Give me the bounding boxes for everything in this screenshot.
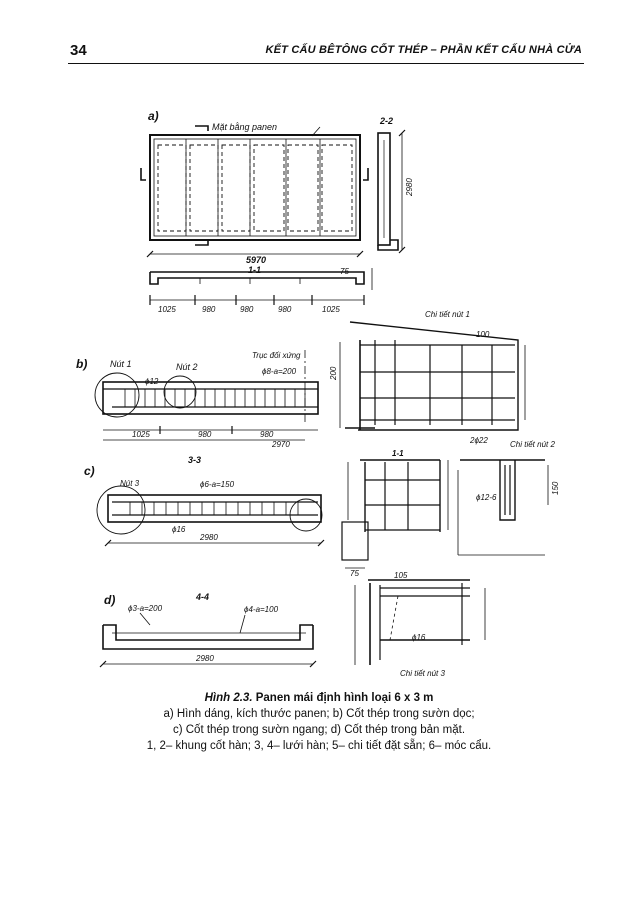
detail-dim-100: 100 <box>476 330 490 339</box>
nut-1-label: Nút 1 <box>110 359 132 369</box>
section-22-label: 2-2 <box>380 116 394 126</box>
plan-title: Mặt bằng panen <box>212 122 278 132</box>
c-dim-2980: 2980 <box>200 533 218 542</box>
detail-phi16: ϕ16 <box>412 633 426 642</box>
b-dim-2970: 2970 <box>272 440 290 449</box>
phi4-label: ϕ4-a=100 <box>244 605 279 614</box>
detail-section-11-label: 1-1 <box>392 449 404 458</box>
dim-980-1: 980 <box>202 305 216 314</box>
phi8-label: ϕ8-a=200 <box>262 367 297 376</box>
caption-prefix: Hình 2.3. <box>204 692 253 704</box>
panel-a-section-22 <box>378 130 405 253</box>
detail-node-2 <box>458 460 548 555</box>
panel-c-label: c) <box>84 464 95 478</box>
phi12-label: ϕ12 <box>145 377 159 386</box>
dim-1025-right: 1025 <box>322 305 340 314</box>
nut-3-label: Nút 3 <box>120 479 140 488</box>
section-33-label: 3-3 <box>188 455 202 465</box>
caption-line-1: a) Hình dáng, kích thước panen; b) Cốt thép trong sườn dọc; <box>163 708 475 720</box>
chi-tiet-nut-3: Chi tiết nút 3 <box>400 669 445 678</box>
section-44-label: 4-4 <box>196 592 210 602</box>
dim-980-3: 980 <box>278 305 292 314</box>
dim-2980: 2980 <box>405 178 414 196</box>
section-11-label: 1-1 <box>248 265 262 275</box>
b-dim-1025: 1025 <box>132 430 150 439</box>
phi6-label: ϕ6-a=150 <box>200 480 235 489</box>
detail-dim-150: 150 <box>551 481 560 495</box>
detail-dim-75: 75 <box>350 569 359 578</box>
dim-75: 75 <box>340 267 349 276</box>
d-dim-2980: 2980 <box>196 654 214 663</box>
truc-doi-xung: Trục đối xứng <box>252 351 301 360</box>
dim-980-2: 980 <box>240 305 254 314</box>
detail-section-11 <box>342 460 448 568</box>
b-dim-980-1: 980 <box>198 430 212 439</box>
b-dim-980-2: 980 <box>260 430 274 439</box>
overall-dim: 5970 <box>246 255 267 265</box>
caption-line-2: c) Cốt thép trong sườn ngang; d) Cốt thép trong bản mặt. <box>172 724 466 736</box>
phi3-label: ϕ3-a=200 <box>128 604 163 613</box>
caption-title <box>0 690 638 706</box>
phi16-label: ϕ16 <box>172 525 186 534</box>
detail-node-3 <box>355 580 485 665</box>
phi126-label: ϕ12-6 <box>476 493 497 502</box>
nut-2-label: Nút 2 <box>176 362 198 372</box>
detail-dim-200: 200 <box>329 366 338 380</box>
panel-a-label: a) <box>148 109 159 123</box>
figure-caption <box>0 690 638 754</box>
panel-d-label: d) <box>104 593 116 607</box>
detail-dim-105: 105 <box>394 571 408 580</box>
caption-line-3: 1, 2– khung cốt hàn; 3, 4– lưới hàn; 5– chi tiết đặt sẵn; 6– móc cẩu. <box>146 740 492 752</box>
detail-node-1 <box>340 322 525 430</box>
phi22-label: 2ϕ22 <box>470 436 488 445</box>
chi-tiet-nut-2: Chi tiết nút 2 <box>510 440 555 449</box>
panel-a-plan <box>141 126 368 257</box>
running-title: KẾT CẤU BÊTÔNG CỐT THÉP – PHẦN KẾT CẤU NHÀ CỬA <box>265 44 582 56</box>
page-number: 34 <box>70 42 87 59</box>
chi-tiet-nut-1: Chi tiết nút 1 <box>425 310 470 319</box>
caption-title-text: Panen mái định hình loại 6 x 3 m <box>255 692 434 704</box>
dim-1025-left: 1025 <box>158 305 176 314</box>
panel-b-label: b) <box>76 357 88 371</box>
